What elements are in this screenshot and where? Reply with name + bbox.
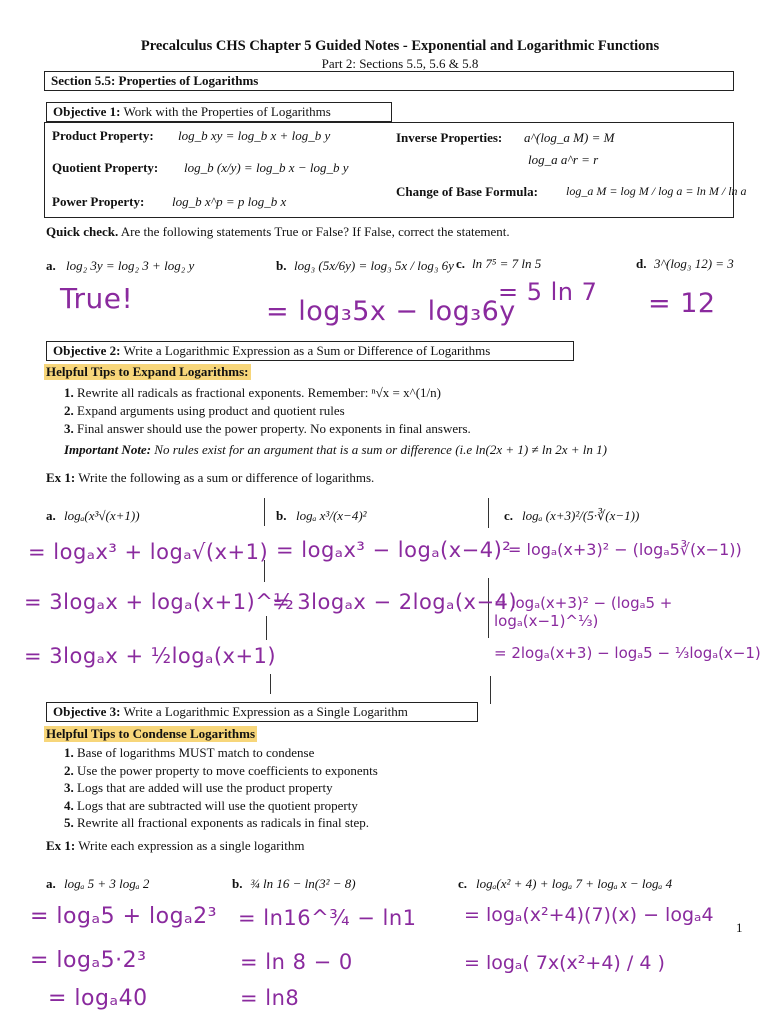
cond-b-step-1: = ln16^¾ − ln1: [238, 906, 417, 930]
condense-tip-3: 3. Logs that are added will use the product property: [64, 780, 333, 795]
expand-tip-1: 1. Rewrite all radicals as fractional exponents. Remember: ⁿ√x = x^(1/n): [64, 385, 441, 400]
cond-c-expr: logₐ(x² + 4) + logₐ 7 + logₐ x − logₐ 4: [476, 876, 673, 891]
objective3-label: Objective 3:: [53, 704, 121, 719]
quotient-property-formula: log_b (x/y) = log_b x − log_b y: [184, 160, 349, 175]
section-header-box: [44, 71, 734, 91]
objective2-box: [46, 341, 574, 361]
change-of-base-label: Change of Base Formula:: [396, 184, 538, 199]
exp-c-label: c.: [504, 508, 514, 523]
objective1-box: [46, 102, 392, 122]
power-property-label: Power Property:: [52, 194, 145, 209]
cond-b-step-3: = ln8: [240, 986, 300, 1010]
cond-b-step-2: = ln 8 − 0: [240, 950, 353, 974]
expand-tip-2: 2. Expand arguments using product and quotient rules: [64, 403, 345, 418]
product-property-label: Product Property:: [52, 128, 154, 143]
expand-tips-title: Helpful Tips to Expand Logarithms:: [46, 364, 249, 379]
cond-a-step-3: = logₐ40: [48, 986, 148, 1011]
qc-d-answer: = 12: [648, 288, 716, 319]
quick-check-text: Are the following statements True or False? If False, correct the statement.: [120, 224, 510, 239]
cond-c-label: c.: [458, 876, 468, 891]
exp-c-step-3: = 2logₐ(x+3) − logₐ5 − ⅓logₐ(x−1): [494, 644, 761, 662]
product-property-formula: log_b xy = log_b x + log_b y: [178, 128, 331, 143]
page-number: 1: [736, 920, 743, 935]
qc-b-expr: log₃ (5x/6y) = log₃ 5x / log₃ 6y: [294, 258, 454, 273]
qc-a-label: a.: [46, 258, 56, 273]
expand-ex-label: Ex 1:: [46, 470, 76, 485]
column-divider: [270, 674, 271, 694]
objective1-text: Work with the Properties of Logarithms: [123, 104, 331, 119]
cond-b-expr: ¾ ln 16 − ln(3² − 8): [250, 876, 356, 891]
exp-a-step-3: = 3logₐx + ½logₐ(x+1): [24, 644, 277, 668]
important-note-label: Important Note:: [64, 442, 152, 457]
expand-example-prompt: [46, 470, 374, 486]
inverse-formula-1: a^(log_a M) = M: [524, 130, 615, 145]
quick-check-label: Quick check.: [46, 224, 119, 239]
cond-c-step-2: = logₐ( 7x(x²+4) / 4 ): [464, 952, 665, 974]
qc-a-answer: True!: [60, 282, 134, 315]
objective1-label: Objective 1:: [53, 104, 121, 119]
condense-tips-title: Helpful Tips to Condense Logarithms: [46, 726, 256, 741]
change-of-base-formula: log_a M = log M / log a = ln M / ln a: [566, 184, 747, 198]
qc-b-label: b.: [276, 258, 287, 273]
important-note-text: No rules exist for an argument that is a sum or difference (i.e ln(2x + 1) ≠ ln 2x + ln 1): [154, 442, 607, 457]
condense-tip-4: 4. Logs that are subtracted will use the quotient property: [64, 797, 358, 813]
condense-example-prompt: [46, 838, 304, 854]
objective2-label: Objective 2:: [53, 343, 121, 358]
qc-c-expr: ln 7⁵ = 7 ln 5: [472, 256, 542, 271]
qc-d-expr: 3^(log₃ 12) = 3: [654, 256, 734, 271]
page-subtitle: Part 2: Sections 5.5, 5.6 & 5.8: [321, 56, 479, 71]
exp-a-expr: logₐ(x³√(x+1)): [64, 508, 140, 523]
cond-c-step-1: = logₐ(x²+4)(7)(x) − logₐ4: [464, 904, 714, 926]
exp-b-expr: logₐ x³/(x−4)²: [296, 508, 367, 523]
condense-tip-5: 5. Rewrite all fractional exponents as radicals in final step.: [64, 815, 370, 830]
cond-a-step-1: = logₐ5 + logₐ2³: [30, 904, 217, 929]
cond-a-step-2: = logₐ5·2³: [30, 948, 147, 973]
column-divider: [488, 498, 489, 528]
quick-check-prompt: [46, 224, 510, 240]
objective2-text: Write a Logarithmic Expression as a Sum or Difference of Logarithms: [123, 343, 491, 358]
condense-tip-1: 1. Base of logarithms MUST match to condense: [64, 745, 315, 760]
qc-c-answer: = 5 ln 7: [498, 278, 598, 306]
section-title: Section 5.5: Properties of Logarithms: [51, 73, 259, 88]
power-property-formula: log_b x^p = p log_b x: [172, 194, 287, 209]
page-title: Precalculus CHS Chapter 5 Guided Notes - Exponential and Logarithmic Functions: [140, 38, 660, 54]
exp-a-step-1: = logₐx³ + logₐ√(x+1): [28, 540, 269, 564]
cond-a-label: a.: [46, 876, 56, 891]
exp-b-step-2: = 3logₐx − 2logₐ(x−4): [272, 590, 518, 614]
qc-d-label: d.: [636, 256, 647, 271]
exp-c-step-1: = logₐ(x+3)² − (logₐ5∛(x−1)): [508, 540, 742, 559]
condense-tip-2: 2. Use the power property to move coefficients to exponents: [64, 762, 378, 778]
objective3-box: [46, 702, 478, 722]
condense-ex-label: Ex 1:: [46, 838, 76, 853]
inverse-formula-2: log_a a^r = r: [528, 152, 599, 167]
column-divider: [490, 676, 491, 704]
exp-c-expr: logₐ (x+3)²/(5·∛(x−1)): [522, 508, 640, 523]
cond-b-label: b.: [232, 876, 243, 891]
qc-a-expr: log₂ 3y = log₂ 3 + log₂ y: [66, 258, 195, 273]
condense-tips-list: [64, 744, 724, 832]
exp-a-label: a.: [46, 508, 56, 523]
qc-c-label: c.: [456, 256, 466, 271]
important-note: [64, 442, 754, 458]
exp-b-label: b.: [276, 508, 287, 523]
expand-ex-text: Write the following as a sum or difference of logarithms.: [78, 470, 375, 485]
objective3-text: Write a Logarithmic Expression as a Single Logarithm: [123, 704, 408, 719]
qc-b-answer: = log₃5x − log₃6y: [266, 296, 516, 327]
quotient-property-label: Quotient Property:: [52, 160, 159, 175]
column-divider: [266, 616, 267, 640]
expand-tips-list: [64, 384, 724, 438]
exp-c-step-2: = logₐ(x+3)² − (logₐ5 + logₐ(x−1)^⅓): [494, 594, 673, 630]
inverse-properties-label: Inverse Properties:: [396, 130, 503, 145]
exp-a-step-2: = 3logₐx + logₐ(x+1)^½: [24, 590, 295, 614]
exp-b-step-1: = logₐx³ − logₐ(x−4)²: [276, 538, 512, 562]
cond-a-expr: logₐ 5 + 3 logₐ 2: [64, 876, 150, 891]
expand-tip-3: 3. Final answer should use the power property. No exponents in final answers.: [64, 421, 471, 436]
column-divider: [264, 498, 265, 526]
condense-ex-text: Write each expression as a single logarithm: [78, 838, 305, 853]
